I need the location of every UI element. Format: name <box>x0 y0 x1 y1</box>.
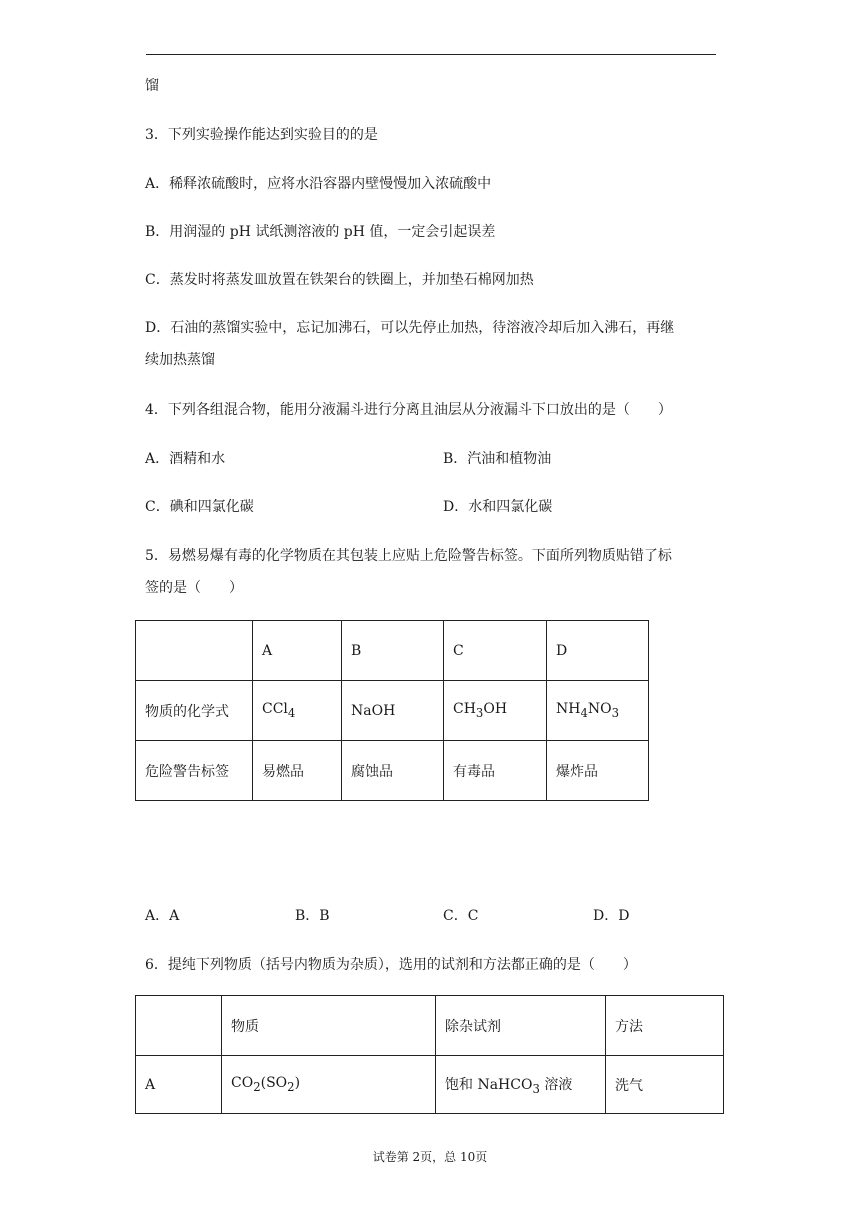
formula-subscript: 3 <box>532 1081 540 1096</box>
q5-table-header-row <box>136 621 649 681</box>
table-cell: 除杂试剂 <box>436 996 606 1056</box>
q5-table-label-row <box>136 741 649 801</box>
table-cell <box>444 681 547 741</box>
formula-text: CH <box>453 701 476 718</box>
table-cell: 易燃品 <box>253 741 342 801</box>
formula-text: NaOH <box>351 702 396 719</box>
q3-option-a: A．稀释浓硫酸时，应将水沿容器内壁慢慢加入浓硫酸中 <box>145 176 492 192</box>
table-cell <box>136 621 253 681</box>
q5-option-c: C．C <box>443 908 479 924</box>
table-cell <box>222 1056 436 1114</box>
formula-text: ) <box>294 1075 301 1092</box>
table-cell: A <box>136 1056 222 1114</box>
q4-stem: 4．下列各组混合物，能用分液漏斗进行分离且油层从分液漏斗下口放出的是（ ） <box>145 402 672 418</box>
formula-subscript: 2 <box>253 1079 261 1094</box>
formula-text: 饱和 NaHCO <box>445 1076 533 1093</box>
formula-text: 溶液 <box>539 1076 573 1093</box>
q5-stem-cont: 签的是（ ） <box>145 580 243 596</box>
formula-subscript: 3 <box>611 705 620 720</box>
table-cell <box>342 681 444 741</box>
q3-option-b: B．用润湿的 pH 试纸测溶液的 pH 值，一定会引起误差 <box>145 224 496 240</box>
q6-table <box>135 995 724 1114</box>
table-cell: B <box>342 621 444 681</box>
formula-subscript: 2 <box>287 1079 295 1094</box>
q5-option-b: B．B <box>295 908 330 924</box>
table-cell <box>253 681 342 741</box>
q5-stem: 5．易燃易爆有毒的化学物质在其包装上应贴上危险警告标签。下面所列物质贴错了标 <box>145 548 672 564</box>
table-cell <box>436 1056 606 1114</box>
q6-table-header-row <box>136 996 724 1056</box>
table-cell: 物质的化学式 <box>136 681 253 741</box>
formula-text: NO <box>587 701 612 718</box>
q5-option-d: D．D <box>593 908 630 924</box>
q3-option-d-cont: 续加热蒸馏 <box>145 352 215 368</box>
q6-table-row-a <box>136 1056 724 1114</box>
table-cell: 有毒品 <box>444 741 547 801</box>
q5-table-formula-row <box>136 681 649 741</box>
q3-option-c: C．蒸发时将蒸发皿放置在铁架台的铁圈上，并加垫石棉网加热 <box>145 272 534 288</box>
q4-option-c: C．碘和四氯化碳 <box>145 499 254 515</box>
table-cell: C <box>444 621 547 681</box>
table-cell: 腐蚀品 <box>342 741 444 801</box>
q4-option-d: D．水和四氯化碳 <box>443 499 553 515</box>
table-cell: D <box>547 621 649 681</box>
formula-subscript: 4 <box>287 705 296 720</box>
q5-option-a: A．A <box>145 908 180 924</box>
table-cell: 爆炸品 <box>547 741 649 801</box>
formula-subscript: 3 <box>475 705 484 720</box>
formula-text: NH <box>556 701 581 718</box>
table-cell: 物质 <box>222 996 436 1056</box>
q3-option-d: D．石油的蒸馏实验中，忘记加沸石，可以先停止加热，待溶液冷却后加入沸石，再继 <box>145 320 675 336</box>
table-cell <box>547 681 649 741</box>
table-cell <box>136 996 222 1056</box>
q3-stem: 3．下列实验操作能达到实验目的的是 <box>145 127 378 143</box>
formula-text: CCl <box>262 701 288 718</box>
q6-stem: 6．提纯下列物质（括号内物质为杂质），选用的试剂和方法都正确的是（ ） <box>145 957 637 973</box>
continuation-text: 馏 <box>145 78 159 94</box>
table-cell: 危险警告标签 <box>136 741 253 801</box>
formula-text: CO <box>231 1075 254 1092</box>
q5-table <box>135 620 649 801</box>
formula-subscript: 4 <box>580 705 588 720</box>
q4-option-b: B．汽油和植物油 <box>443 451 552 467</box>
table-cell: 方法 <box>606 996 724 1056</box>
q4-option-a: A．酒精和水 <box>145 451 226 467</box>
table-cell: A <box>253 621 342 681</box>
table-cell: 洗气 <box>606 1056 724 1114</box>
formula-text: (SO <box>260 1075 288 1092</box>
page-footer: 试卷第 2页，总 10页 <box>372 1150 488 1164</box>
formula-text: OH <box>483 701 508 718</box>
header-rule <box>146 54 716 55</box>
